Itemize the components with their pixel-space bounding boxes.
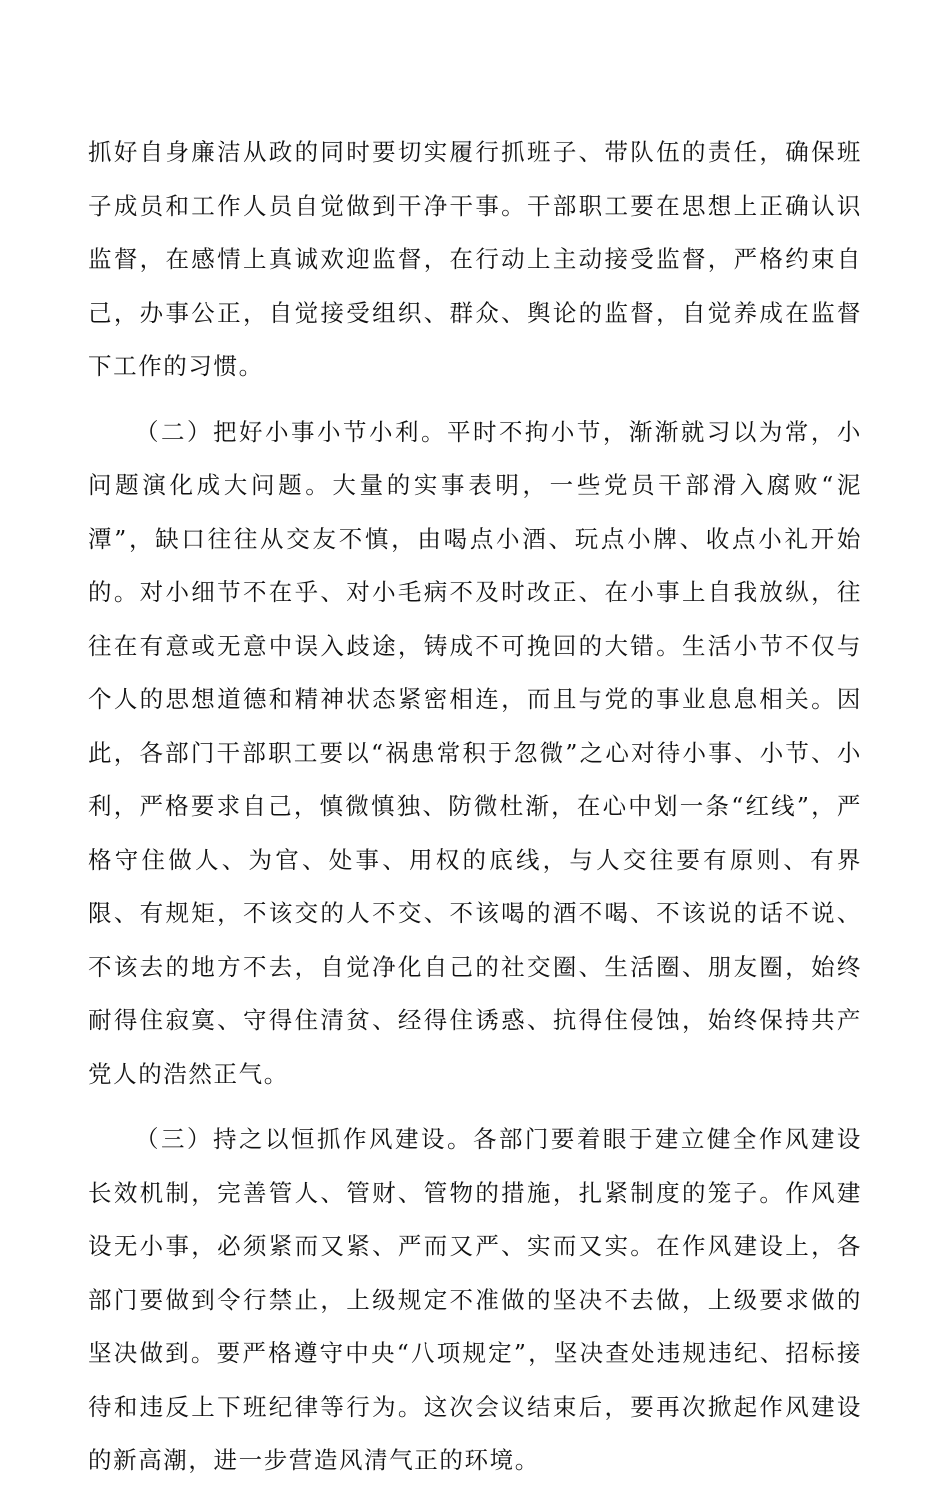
paragraph-continuation: 抓好自身廉洁从政的同时要切实履行抓班子、带队伍的责任，确保班子成员和工作人员自觉做到干净干事。干部职工要在思想上正确认识监督，在感情上真诚欢迎监督，在行动上主动接受监督，严格约束自己，办事公正，自觉接受组织、群众、舆论的监督，自觉养成在监督下工作的习惯。 [88,138,862,380]
document-body [88,126,862,1500]
paragraph-section-2: （二）把好小事小节小利。平时不拘小节，渐渐就习以为常，小问题演化成大问题。大量的实事表明，一些党员干部滑入腐败“泥潭”，缺口往往从交友不慎，由喝点小酒、玩点小牌、收点小礼开始的。对小细节不在乎、对小毛病不及时改正、在小事上自我放纵，往往在有意或无意中误入歧途，铸成不可挽回的大错。生活小节不仅与个人的思想道德和精神状态紧密相连，而且与党的事业息息相关。因此，各部门干部职工要以“祸患常积于忽微”之心对待小事、小节、小利，严格要求自己，慎微慎独、防微杜渐，在心中划一条“红线”，严格守住做人、为官、处事、用权的底线，与人交往要有原则、有界限、有规矩，不该交的人不交、不该喝的酒不喝、不该说的话不说、不该去的地方不去，自觉净化自己的社交圈、生活圈、朋友圈，始终耐得住寂寞、守得住清贫、经得住诱惑、抗得住侵蚀，始终保持共产党人的浩然正气。 [88,417,862,1088]
paragraph-section-3: （三）持之以恒抓作风建设。各部门要着眼于建立健全作风建设长效机制，完善管人、管财、管物的措施，扎紧制度的笼子。作风建设无小事，必须紧而又紧、严而又严、实而又实。在作风建设上，各部门要做到令行禁止，上级规定不准做的坚决不去做，上级要求做的坚决做到。要严格遵守中央“八项规定”，坚决查处违规违纪、招标接待和违反上下班纪律等行为。这次会议结束后，要再次掀起作风建设的新高潮，进一步营造风清气正的环境。 [88,1125,862,1474]
